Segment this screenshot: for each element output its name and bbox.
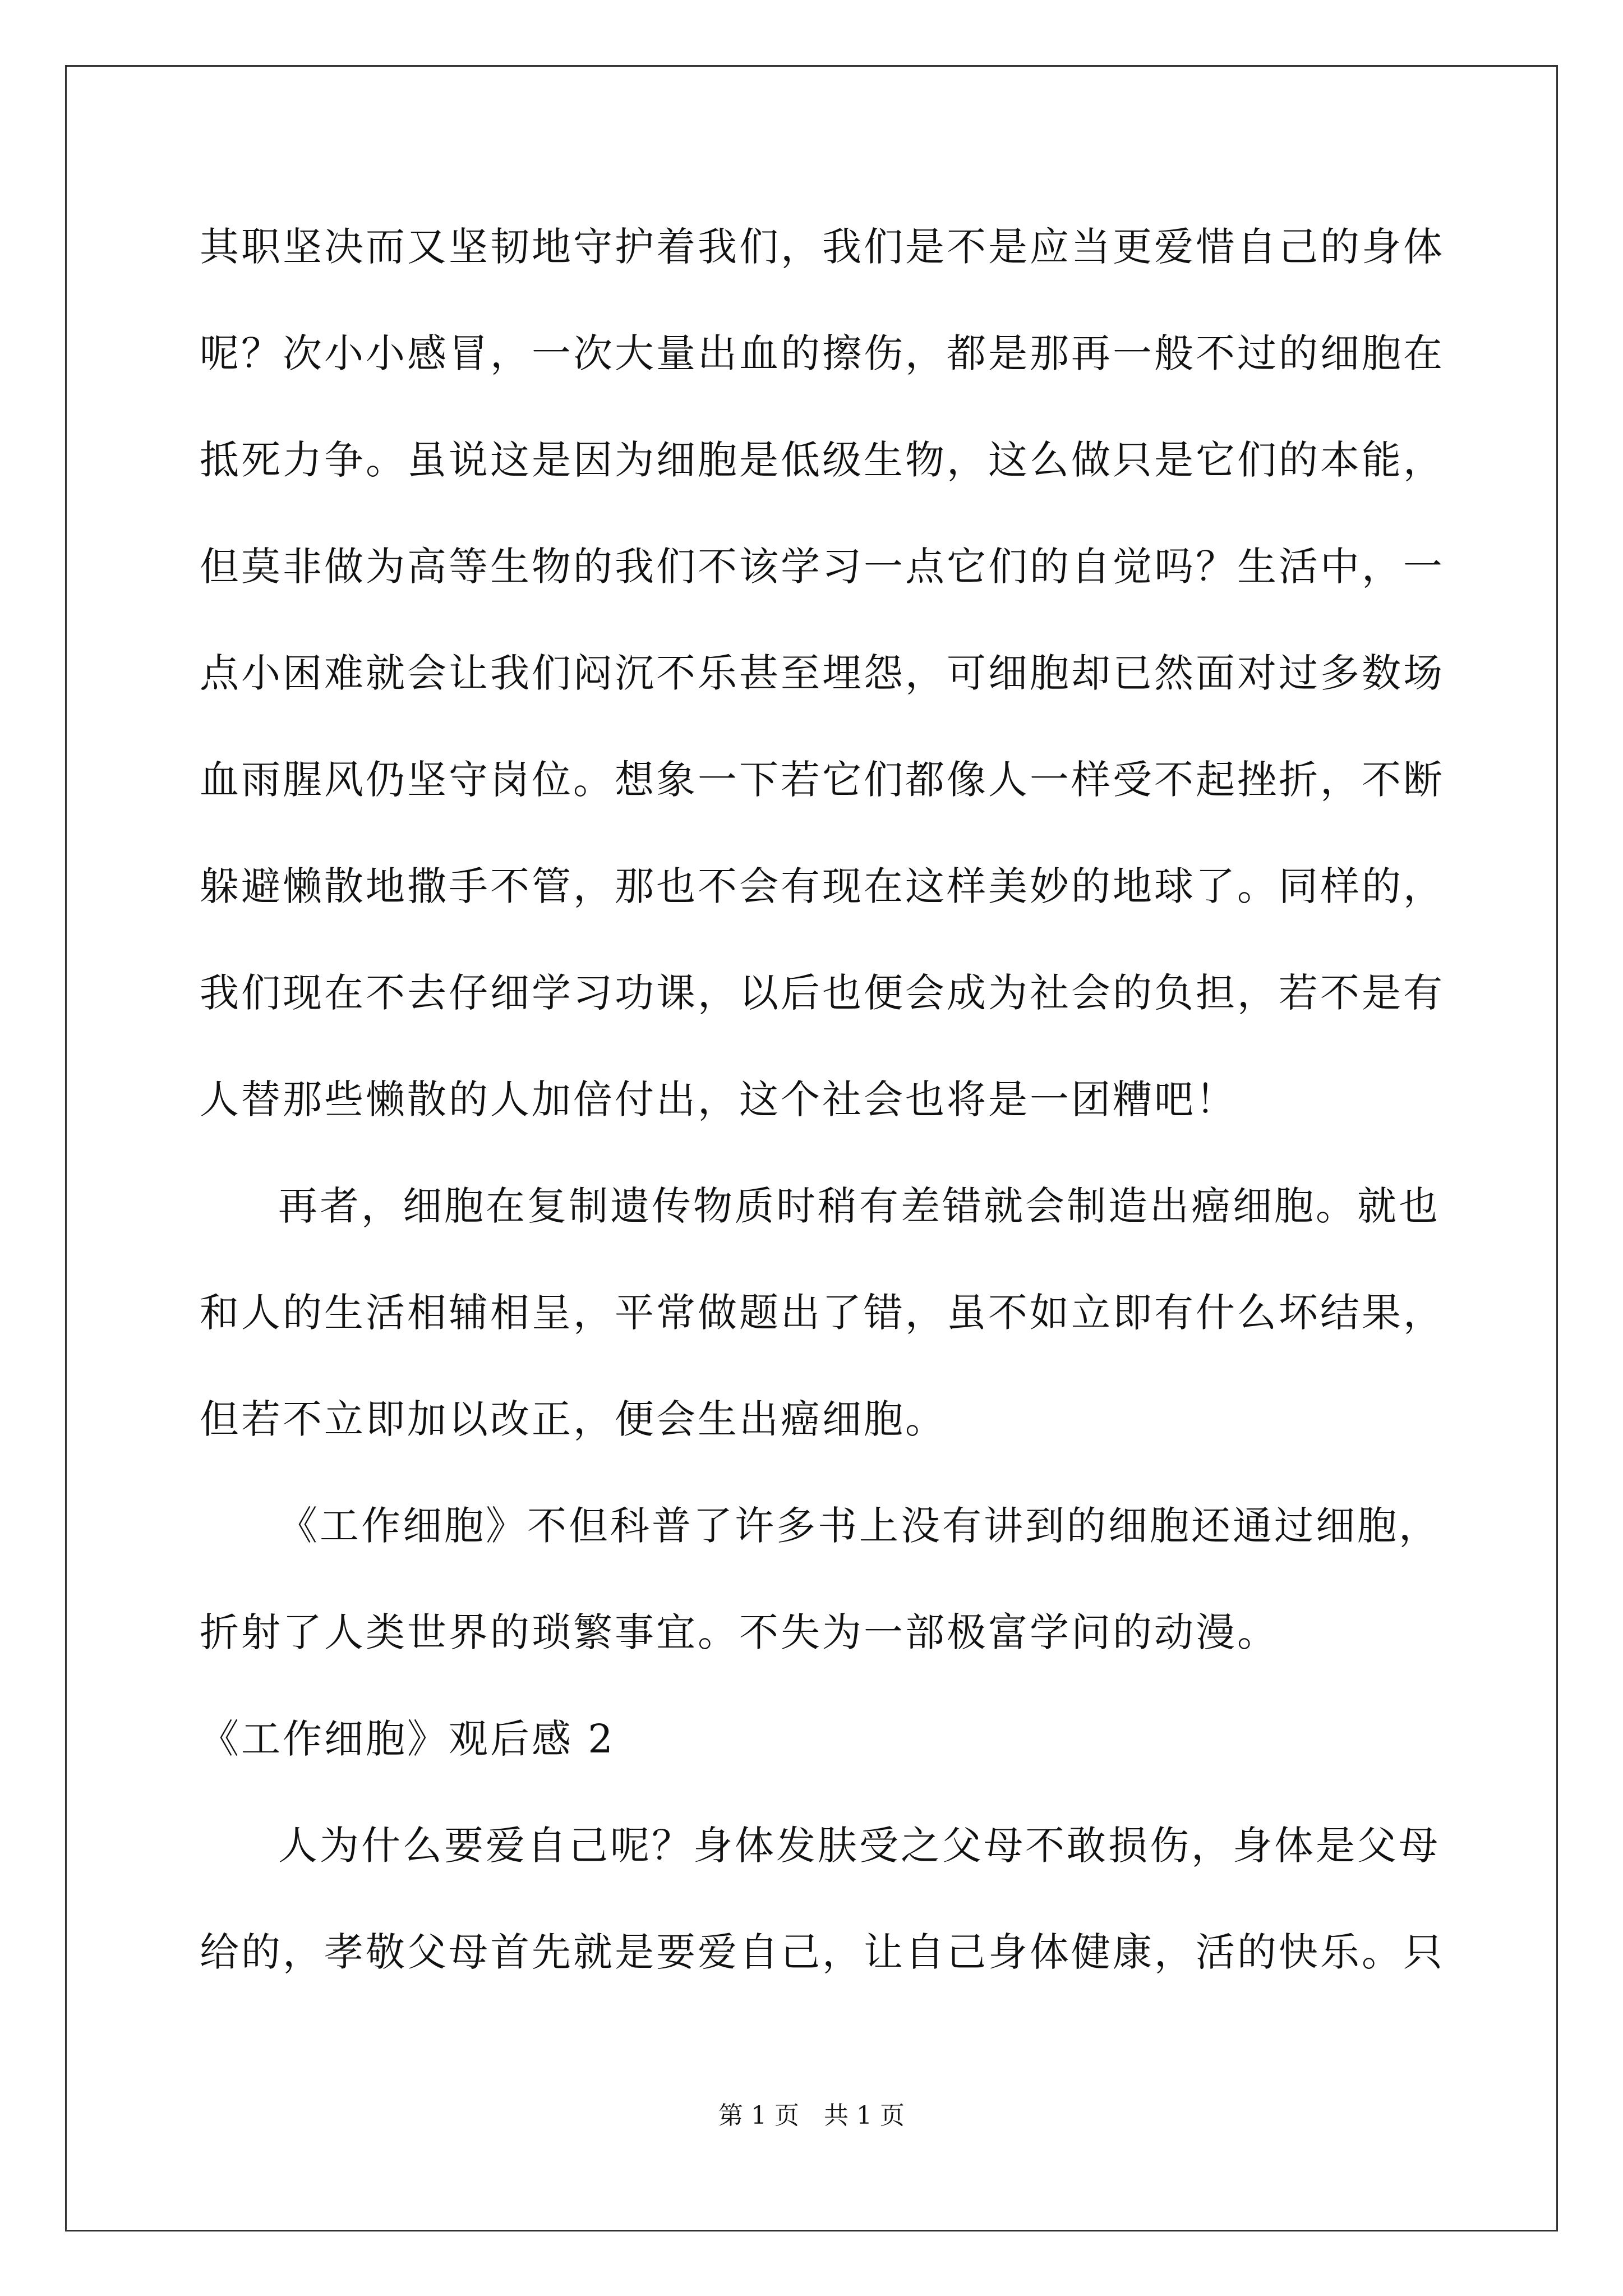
paragraph-start-line: 人为什么要爱自己呢？身体发肤受之父母不敢损伤，身体是父母 — [278, 1823, 1440, 1869]
text-line: 抵死力争。虽说这是因为细胞是低级生物，这么做只是它们的本能， — [200, 437, 1445, 483]
text-line: 但莫非做为高等生物的我们不该学习一点它们的自觉吗？生活中，一 — [200, 544, 1445, 590]
text-line: 人替那些懒散的人加倍付出，这个社会也将是一团糟吧！ — [200, 1076, 1237, 1122]
text-line: 我们现在不去仔细学习功课，以后也便会成为社会的负担，若不是有 — [200, 970, 1445, 1016]
text-line: 给的，孝敬父母首先就是要爱自己，让自己身体健康，活的快乐。只 — [200, 1929, 1445, 1975]
paragraph-start-line: 《工作细胞》不但科普了许多书上没有讲到的细胞还通过细胞， — [278, 1503, 1440, 1549]
text-line: 其职坚决而又坚韧地守护着我们，我们是不是应当更爱惜自己的身体 — [200, 224, 1445, 270]
text-line: 和人的生活相辅相呈，平常做题出了错，虽不如立即有什么坏结果， — [200, 1290, 1445, 1336]
section-heading: 《工作细胞》观后感 2 — [200, 1716, 615, 1762]
page-footer: 第 1 页 共 1 页 — [718, 2101, 905, 2130]
text-line: 呢？次小小感冒，一次大量出血的擦伤，都是那再一般不过的细胞在 — [200, 330, 1445, 376]
text-line: 点小困难就会让我们闷沉不乐甚至埋怨，可细胞却已然面对过多数场 — [200, 650, 1445, 696]
text-line: 折射了人类世界的琐繁事宜。不失为一部极富学问的动漫。 — [200, 1609, 1279, 1655]
text-line: 但若不立即加以改正，便会生出癌细胞。 — [200, 1396, 947, 1442]
text-line: 躲避懒散地撒手不管，那也不会有现在这样美妙的地球了。同样的， — [200, 863, 1445, 909]
paragraph-start-line: 再者，细胞在复制遗传物质时稍有差错就会制造出癌细胞。就也 — [278, 1183, 1440, 1229]
text-line: 血雨腥风仍坚守岗位。想象一下若它们都像人一样受不起挫折，不断 — [200, 757, 1445, 803]
